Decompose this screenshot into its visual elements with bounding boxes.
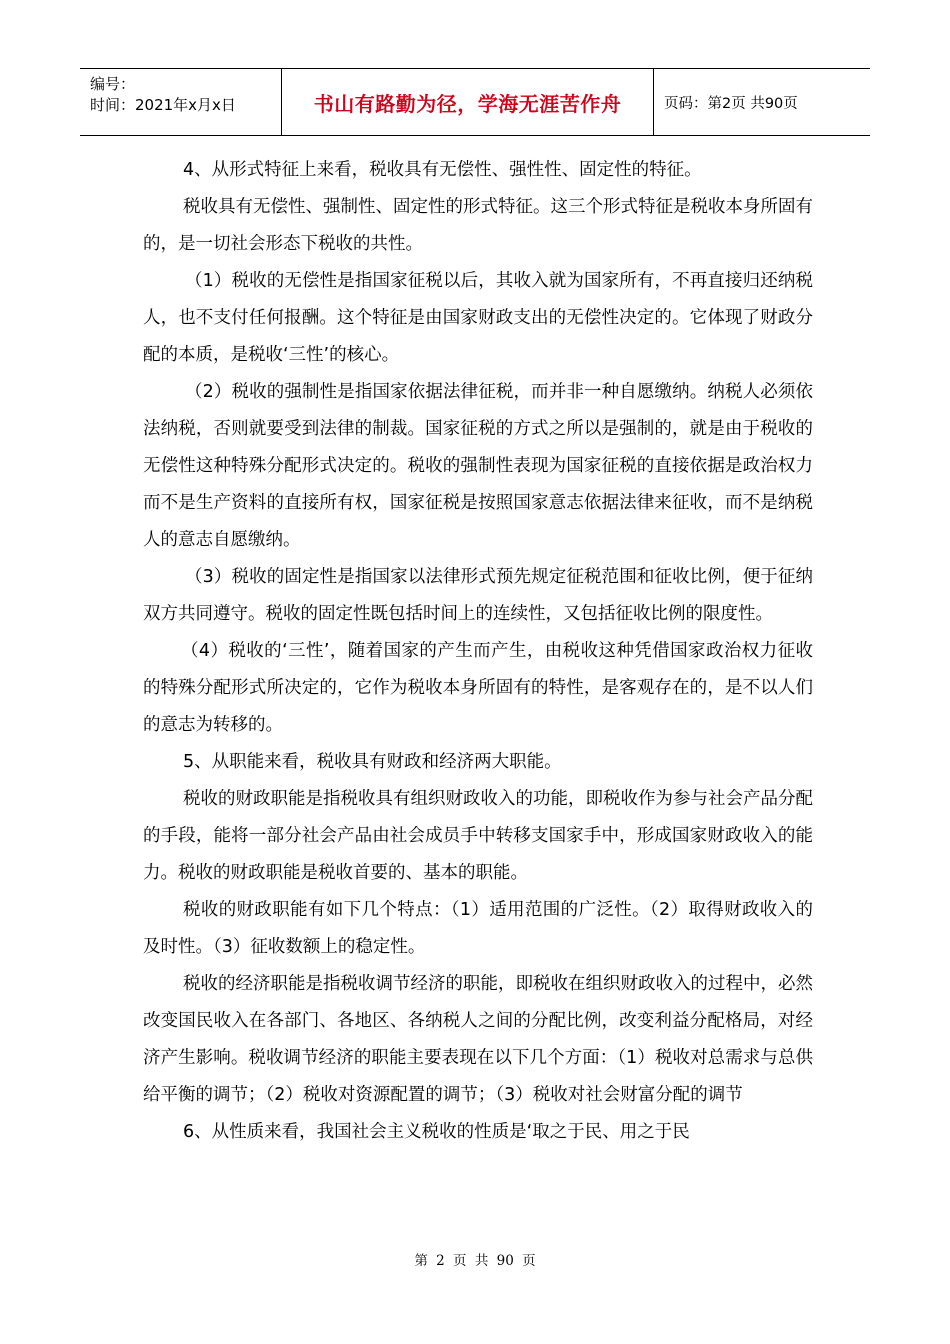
paragraph: 税收的财政职能有如下几个特点：（1）适用范围的广泛性。（2）取得财政收入的及时性。（3）征收数额上的稳定性。 bbox=[143, 900, 813, 957]
paragraph: （4）税收的‘三性’，随着国家的产生而产生，由税收这种凭借国家政治权力征收的特殊分配形式所决定的，它作为税收本身所固有的特性，是客观存在的，是不以人们的意志为转移的。 bbox=[143, 641, 813, 735]
time-label: 时间：2021年x月x日 bbox=[90, 96, 236, 114]
paragraph: 税收具有无偿性、强制性、固定性的形式特征。这三个形式特征是税收本身所固有的，是一切社会形态下税收的共性。 bbox=[143, 197, 813, 254]
header-meta bbox=[80, 69, 282, 135]
document-body bbox=[143, 152, 813, 1151]
paragraph: 税收的经济职能是指税收调节经济的职能，即税收在组织财政收入的过程中，必然改变国民收入在各部门、各地区、各纳税人之间的分配比例，改变利益分配格局，对经济产生影响。税收调节经济的职能主要表现在以下几个方面：（1）税收对总需求与总供给平衡的调节；（2）税收对资源配置的调节；（3）税收对社会财富分配的调节 bbox=[143, 974, 813, 1105]
document-header bbox=[80, 68, 870, 136]
paragraph: 4、从形式特征上来看，税收具有无偿性、强性性、固定性的特征。 bbox=[183, 160, 702, 180]
header-motto: 书山有路勤为径，学海无涯苦作舟 bbox=[282, 69, 654, 135]
header-page-info: 页码：第2页 共90页 bbox=[664, 95, 798, 112]
paragraph: （2）税收的强制性是指国家依据法律征税，而并非一种自愿缴纳。纳税人必须依法纳税，否则就要受到法律的制裁。国家征税的方式之所以是强制的，就是由于税收的无偿性这种特殊分配形式决定的。税收的强制性表现为国家征税的直接依据是政治权力而不是生产资料的直接所有权，国家征税是按照国家意志依据法律来征收，而不是纳税人的意志自愿缴纳。 bbox=[143, 382, 813, 550]
paragraph: 5、从职能来看，税收具有财政和经济两大职能。 bbox=[183, 752, 562, 772]
page-footer: 第 2 页 共 90 页 bbox=[414, 1253, 536, 1269]
paragraph: （3）税收的固定性是指国家以法律形式预先规定征税范围和征收比例，便于征纳双方共同遵守。税收的固定性既包括时间上的连续性，又包括征收比例的限度性。 bbox=[143, 567, 813, 624]
paragraph: 税收的财政职能是指税收具有组织财政收入的功能，即税收作为参与社会产品分配的手段，能将一部分社会产品由社会成员手中转移支国家手中，形成国家财政收入的能力。税收的财政职能是税收首要的、基本的职能。 bbox=[143, 789, 813, 883]
number-label: 编号： bbox=[90, 75, 136, 93]
paragraph: （1）税收的无偿性是指国家征税以后，其收入就为国家所有，不再直接归还纳税人，也不支付任何报酬。这个特征是由国家财政支出的无偿性决定的。它体现了财政分配的本质，是税收‘三性’的核心。 bbox=[143, 271, 813, 365]
paragraph: 6、从性质来看，我国社会主义税收的性质是‘取之于民、用之于民 bbox=[183, 1122, 690, 1142]
